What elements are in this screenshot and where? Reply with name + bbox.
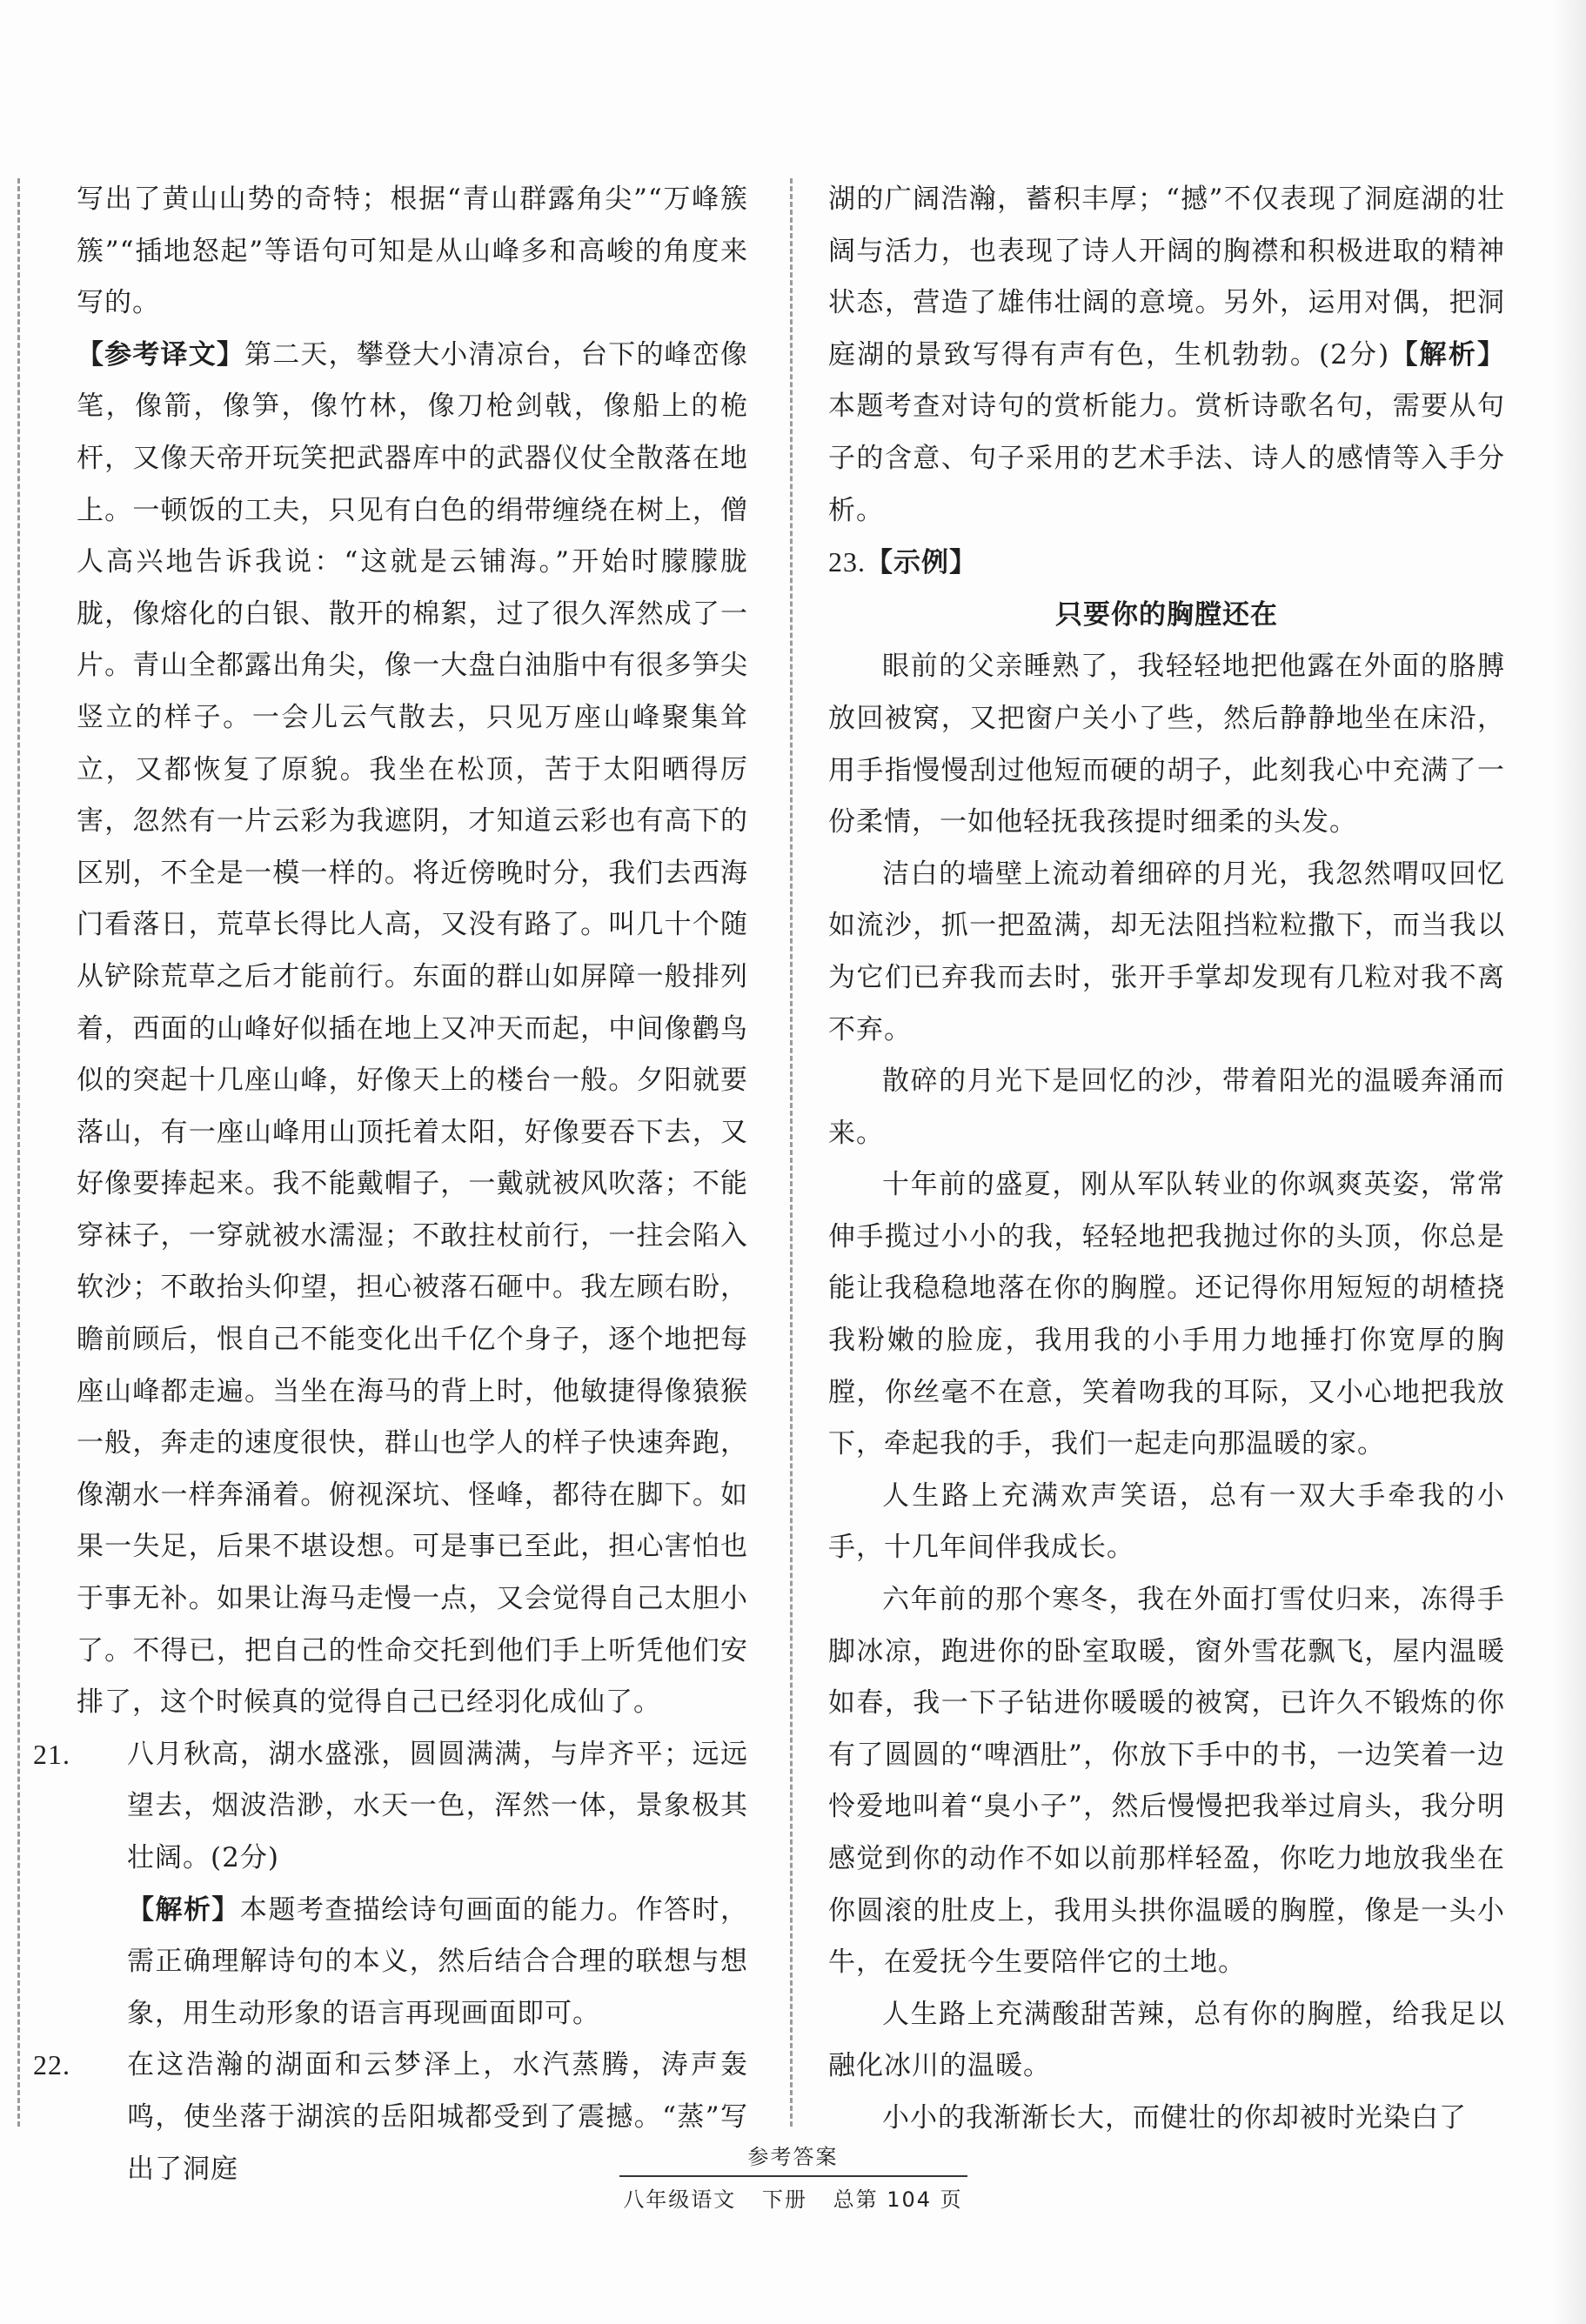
essay-paragraph: 小小的我渐渐长大，而健壮的你却被时光染白了 — [882, 2101, 1467, 2134]
essay-paragraph: 十年前的盛夏，刚从军队转业的你飒爽英姿，常常伸手揽过小小的我，轻轻地把我抛过你的头顶，你总是能让我稳稳地落在你的胸膛。还记得你用短短的胡楂挠我粉嫩的脸庞，我用我的小手用力地捶打你宽厚的胸膛，你丝毫不在意，笑着吻我的耳际，又小心地把我放下，牵起我的手，我们一起走向那温暖的家。 — [828, 1169, 1505, 1460]
translation-paragraph — [77, 330, 748, 1729]
essay-paragraph: 洁白的墙壁上流动着细碎的月光，我忽然喟叹回忆如流沙，抓一把盈满，却无法阻挡粒粒撒下，而当我以为它们已弃我而去时，张开手掌却发现有几粒对我不离不弃。 — [828, 858, 1505, 1045]
center-dashed-divider — [790, 178, 793, 2127]
question-23-number: 23. — [828, 546, 866, 578]
footer-volume: 下册 — [761, 2187, 807, 2212]
translation-tag: 【参考译文】 — [77, 338, 245, 371]
footer-grade: 八年级语文 — [623, 2187, 737, 2212]
question-22-continued — [828, 174, 1505, 537]
question-23 — [828, 537, 1505, 2144]
right-column — [828, 174, 1505, 2145]
question-22-analysis-text: 本题考查对诗句的赏析能力。赏析诗歌名句，需要从句子的含意、句子采用的艺术手法、诗人的感情等入手分析。 — [828, 391, 1505, 526]
footer-divider — [619, 2175, 967, 2177]
question-22-analysis-tag: 【解析】 — [1389, 338, 1505, 371]
page-footer — [0, 2140, 1586, 2213]
essay-paragraph: 人生路上充满酸甜苦辣，总有你的胸膛，给我足以融化冰川的温暖。 — [828, 1998, 1505, 2082]
translation-text: 第二天，攀登大小清凉台，台下的峰峦像笔，像箭，像笋，像竹林，像刀枪剑戟，像船上的桅杆，又像天帝开玩笑把武器库中的武器仪仗全散落在地上。一顿饭的工夫，只见有白色的绢带缠绕在树上，僧人高兴地告诉我说：“这就是云铺海。”开始时朦朦胧胧，像熔化的白银、散开的棉絮，过了很久浑然成了一片。青山全都露出角尖，像一大盘白油脂中有很多笋尖竖立的样子。一会儿云气散去，只见万座山峰聚集耸立，又都恢复了原貌。我坐在松顶，苦于太阳晒得厉害，忽然有一片云彩为我遮阴，才知道云彩也有高下的区别，不全是一模一样的。将近傍晚时分，我们去西海门看落日，荒草长得比人高，又没有路了。叫几十个随从铲除荒草之后才能前行。东面的群山如屏障一般排列着，西面的山峰好似插在地上又冲天而起，中间像鹳鸟似的突起十几座山峰，好像天上的楼台一般。夕阳就要落山，有一座山峰用山顶托着太阳，好像要吞下去，又好像要捧起来。我不能戴帽子，一戴就被风吹落；不能穿袜子，一穿就被水濡湿；不敢拄杖前行，一拄会陷入软沙；不敢抬头仰望，担心被落石砸中。我左顾右盼，瞻前顾后，恨自己不能变化出千亿个身子，逐个地把每座山峰都走遍。当坐在海马的背上时，他敏捷得像猿猴一般，奔走的速度很快，群山也学人的样子快速奔跑，像潮水一样奔涌着。俯视深坑、怪峰，都待在脚下。如果一失足，后果不堪设想。可是事已至此，担心害怕也于事无补。如果让海马走慢一点，又会觉得自己太胆小了。不得已，把自己的性命交托到他们手上听凭他们安排了，这个时候真的觉得自己已经羽化成仙了。 — [77, 338, 749, 1719]
page-edge-shadow — [1551, 0, 1586, 2324]
essay-paragraph: 眼前的父亲睡熟了，我轻轻地把他露在外面的胳膊放回被窝，又把窗户关小了些，然后静静地坐在床沿，用手指慢慢刮过他短而硬的胡子，此刻我心中充满了一份柔情，一如他轻抚我孩提时细柔的头发。 — [828, 651, 1505, 838]
intro-paragraph: 写出了黄山山势的奇特；根据“青山群露角尖”“万峰簇簇”“插地怒起”等语句可知是从山峰多和高峻的角度来写的。 — [77, 184, 748, 319]
essay-paragraph: 六年前的那个寒冬，我在外面打雪仗归来，冻得手脚冰凉，跑进你的卧室取暖，窗外雪花飘飞，屋内温暖如春，我一下子钻进你暖暖的被窝，已许久不锻炼的你有了圆圆的“啤酒肚”，你放下手中的书，一边笑着一边怜爱地叫着“臭小子”，然后慢慢把我举过肩头，我分明感觉到你的动作不如以前那样轻盈，你吃力地放我坐在你圆滚的肚皮上，我用头拱你温暖的胸膛，像是一头小牛，在爱抚今生要陪伴它的土地。 — [828, 1584, 1505, 1979]
left-column — [33, 174, 749, 2195]
question-21-analysis-text: 本题考查描绘诗句画面的能力。作答时，需正确理解诗句的本义，然后结合合理的联想与想象，用生动形象的语言再现画面即可。 — [127, 1893, 748, 2029]
question-23-header — [828, 537, 1505, 590]
question-21-answer: 八月秋高，湖水盛涨，圆圆满满，与岸齐平；远远望去，烟波浩渺，水天一色，浑然一体，景象极其壮阔。(2分) — [127, 1738, 748, 1873]
footer-title: 参考答案 — [747, 2145, 839, 2169]
footer-info — [0, 2182, 1586, 2213]
question-21-analysis — [127, 1885, 748, 2040]
question-22-answer: 在这浩瀚的湖面和云梦泽上，水汽蒸腾，涛声轰鸣，使坐落于湖滨的岳阳城都受到了震撼。“蒸”写出了洞庭 — [127, 2049, 748, 2185]
question-21-number: 21. — [33, 1738, 70, 1770]
question-23-tag: 【示例】 — [866, 547, 977, 579]
footer-page-number: 总第 104 页 — [833, 2187, 963, 2212]
question-22-number: 22. — [33, 2049, 70, 2081]
question-21 — [33, 1729, 748, 2040]
question-21-analysis-tag: 【解析】 — [127, 1893, 240, 1926]
essay-title: 只要你的胸膛还在 — [1055, 598, 1278, 631]
essay-paragraph: 散碎的月光下是回忆的沙，带着阳光的温暖奔涌而来。 — [828, 1065, 1505, 1149]
essay-paragraph: 人生路上充满欢声笑语，总有一双大手牵我的小手，十几年间伴我成长。 — [828, 1479, 1505, 1564]
question-22-continued-text: 湖的广阔浩瀚，蓄积丰厚；“撼”不仅表现了洞庭湖的壮阔与活力，也表现了诗人开阔的胸襟和积极进取的精神状态，营造了雄伟壮阔的意境。另外，运用对偶，把洞庭湖的景致写得有声有色，生机勃勃。(2分) — [828, 184, 1505, 371]
left-margin-dashed-line — [17, 178, 20, 2127]
